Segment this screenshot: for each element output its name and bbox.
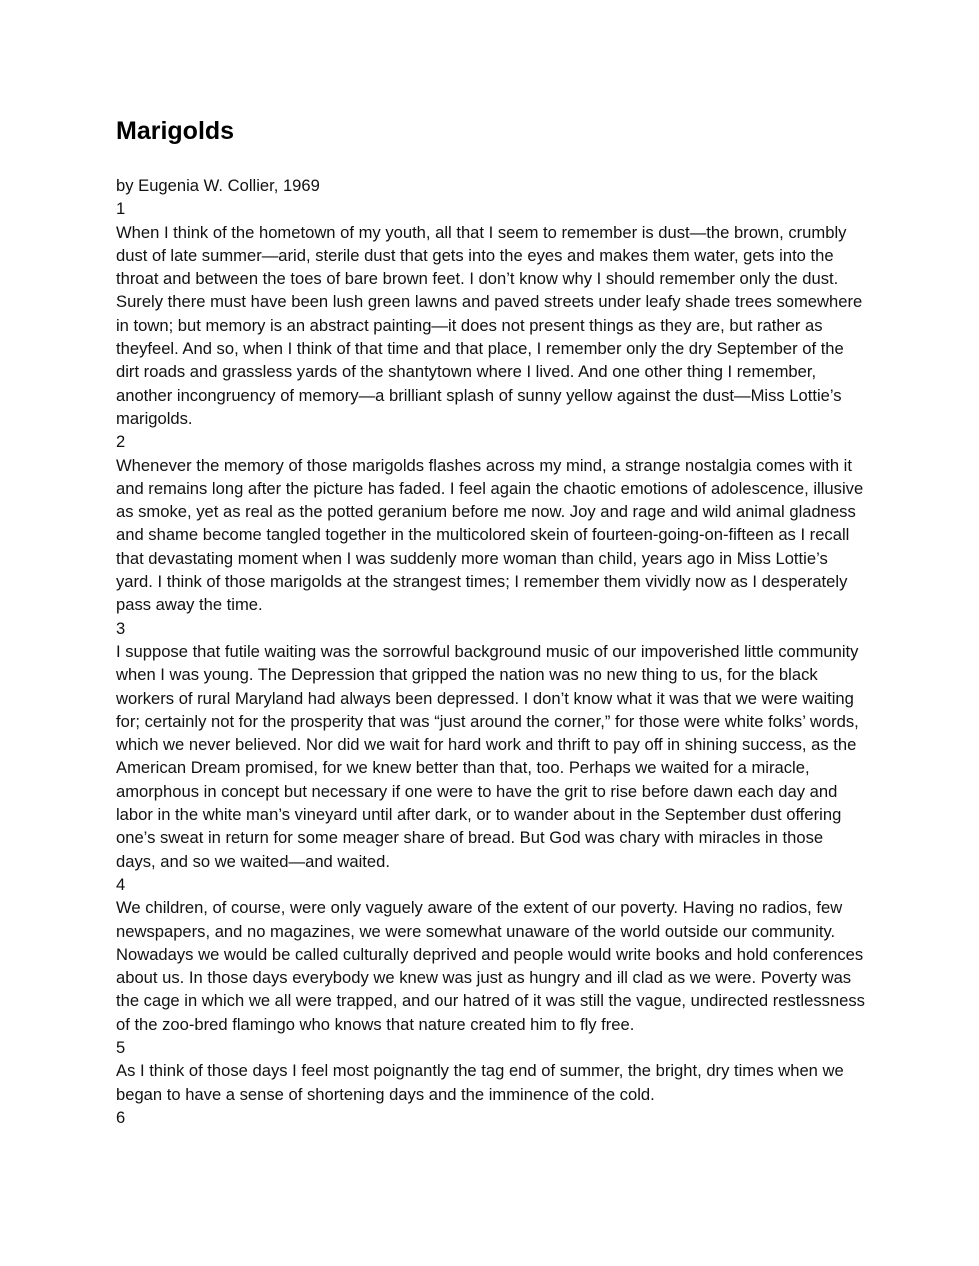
paragraph-text: We children, of course, were only vaguely aware of the extent of our poverty. Having no radios, few newspapers, and no magazines, we were somewhat unaware of the world outside our community. Nowadays we would be called culturally deprived and people would write books and hold conferences about us. In those days everybody we knew was just as hungry and ill clad as we were. Poverty was the cage in which we all were trapped, and our hatred of it was still the vague, undirected restlessness of the zoo-bred flamingo who knows that nature created him to fly free.	[116, 898, 865, 1034]
paragraph-block-5	[116, 1036, 866, 1106]
paragraph-text: Whenever the memory of those marigolds flashes across my mind, a strange nostalgia comes with it and remains long after the picture has faded. I feel again the chaotic emotions of adolescence, illusive as smoke, yet as real as the potted geranium before me now. Joy and rage and wild animal gladness and shame become tangled together in the multicolored skein of fourteen-going-on-fifteen as I recall that devastating moment when I was suddenly more woman than child, years ago in Miss Lottie’s yard. I think of those marigolds at the strangest times; I remember them vividly now as I desperately pass away the time.	[116, 455, 864, 615]
paragraph-number: 5	[116, 1037, 126, 1057]
paragraph-text: As I think of those days I feel most poignantly the tag end of summer, the bright, dry times when we began to have a sense of shortening days and the imminence of the cold.	[116, 1061, 844, 1104]
document-title: Marigolds	[116, 117, 235, 145]
byline: by Eugenia W. Collier, 1969	[116, 176, 320, 195]
paragraph-number: 6	[116, 1107, 126, 1127]
paragraph-number: 4	[116, 874, 126, 894]
paragraph-text: I suppose that futile waiting was the sorrowful background music of our impoverished little community when I was young. The Depression that gripped the nation was no new thing to us, for the black workers of rural Maryland had always been depressed. I don’t know what it was that we were waiting for; certainly not for the prosperity that was “just around the corner,” for those were white folks’ words, which we never believed. Nor did we wait for hard work and thrift to pay off in shining success, as the American Dream promised, for we knew better than that, too. Perhaps we waited for a miracle, amorphous in concept but necessary if one were to have the grit to rise before dawn each day and labor in the white man’s vineyard until after dark, or to wander about in the September dust offering one’s sweat in return for some meager share of bread. But God was chary with miracles in those days, and so we waited—and waited.	[116, 641, 859, 871]
paragraph-block-1	[116, 197, 866, 430]
paragraph-number: 1	[116, 199, 126, 219]
paragraph-block-3	[116, 617, 866, 873]
paragraph-block-4	[116, 873, 866, 1036]
document-page	[116, 114, 866, 1129]
paragraph-number: 2	[116, 432, 126, 452]
paragraph-block-2	[116, 430, 866, 616]
paragraph-block-6	[116, 1106, 866, 1129]
paragraph-text: When I think of the hometown of my youth, all that I seem to remember is dust—the brown, crumbly dust of late summer—arid, sterile dust that gets into the eyes and makes them water, gets into the throat and between the toes of bare brown feet. I don’t know why I should remember only the dust. Surely there must have been lush green lawns and paved streets under leafy shade trees somewhere in town; but memory is an abstract painting—it does not present things as they are, but rather as theyfeel. And so, when I think of that time and that place, I remember only the dry September of the dirt roads and grassless yards of the shantytown where I lived. And one other thing I remember, another incongruency of memory—a brilliant splash of sunny yellow against the dust—Miss Lottie’s marigolds.	[116, 222, 863, 428]
paragraph-number: 3	[116, 618, 126, 638]
